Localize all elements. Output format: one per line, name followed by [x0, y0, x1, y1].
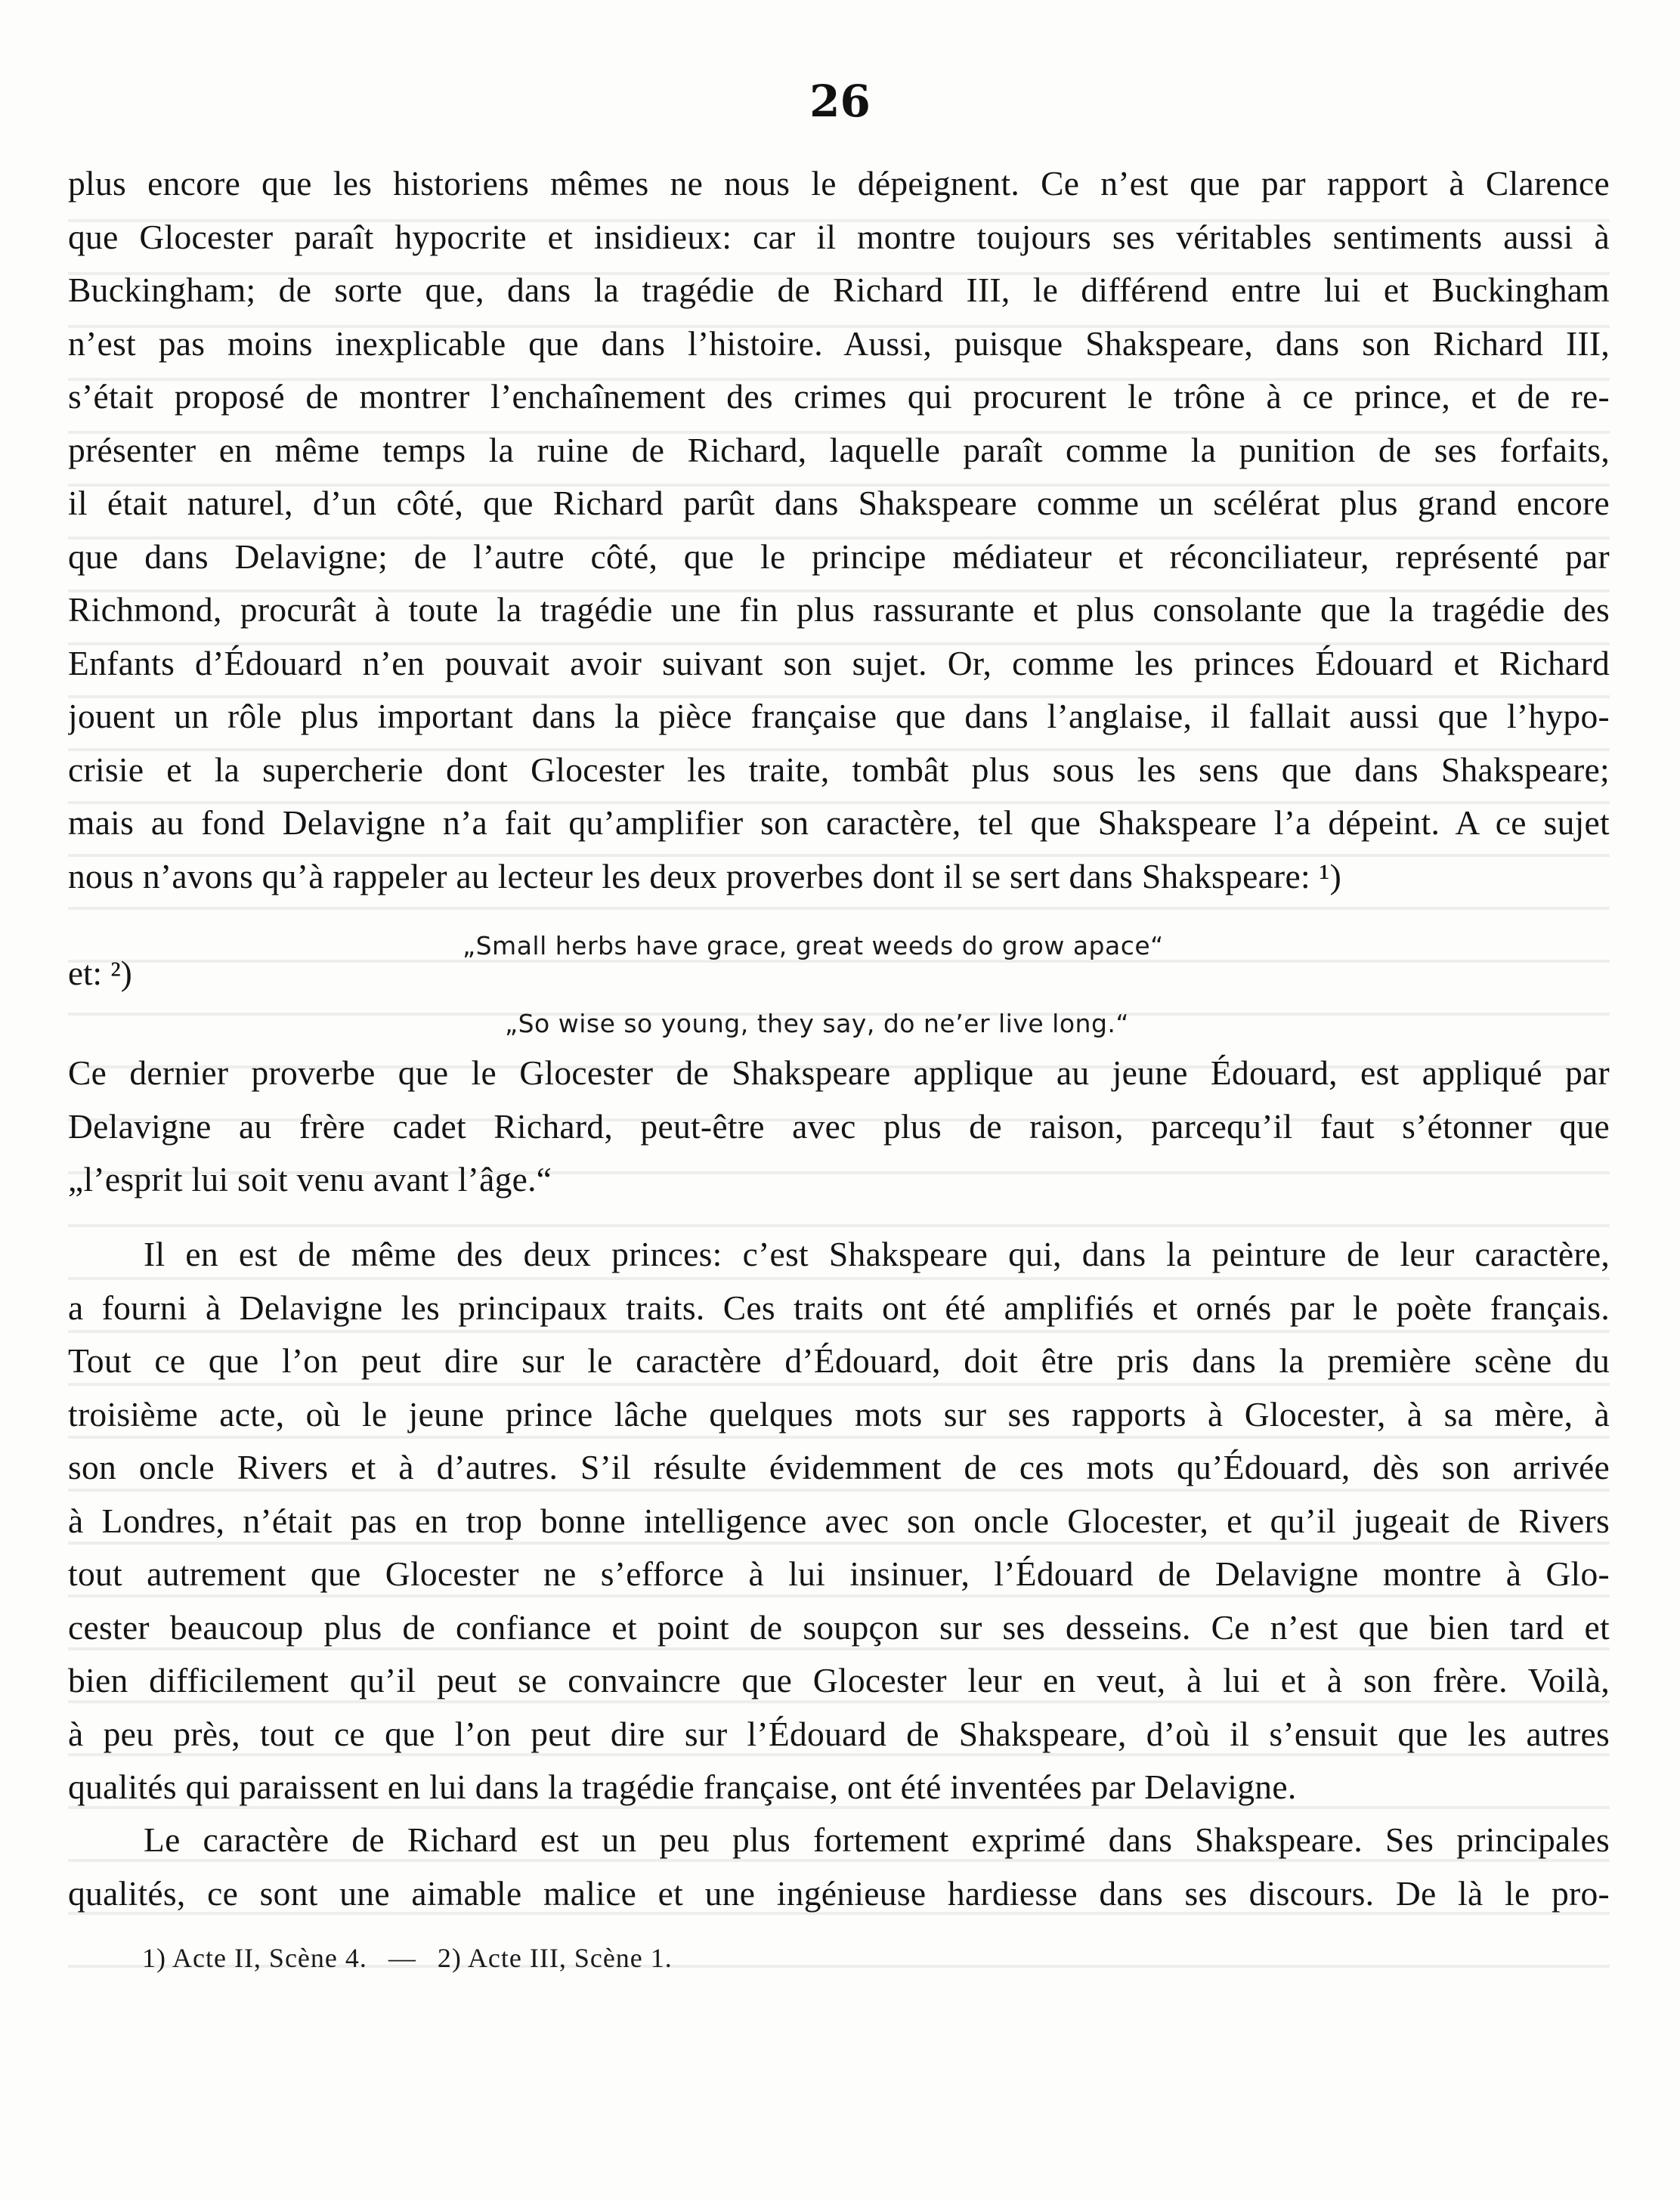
et-label: et: ²)	[68, 954, 132, 992]
para4-line: Le caractère de Richard est un peu plus fortement exprimé dans Shakspeare. Ses principales	[144, 1820, 1610, 1859]
para1-line: jouent un rôle plus important dans la pièce française que dans l’anglaise, il fallait aussi que l’hypo-	[68, 697, 1610, 735]
para3-line: Tout ce que l’on peut dire sur le caractère d’Édouard, doit être pris dans la première scène du	[68, 1341, 1610, 1380]
para1-line: que Glocester paraît hypocrite et insidieux: car il montre toujours ses véritables sentiments aussi à	[68, 217, 1610, 256]
para3-line: à Londres, n’était pas en trop bonne intelligence avec son oncle Glocester, et qu’il jugeait de Rivers	[68, 1501, 1610, 1540]
para1-line: s’était proposé de montrer l’enchaînement des crimes qui procurent le trône à ce prince, et de re-	[68, 377, 1610, 416]
footnote-2: 2) Acte III, Scène 1.	[437, 1943, 673, 1973]
para2-line: Delavigne au frère cadet Richard, peut-être avec plus de raison, parcequ’il faut s’étonner que	[68, 1106, 1610, 1146]
quote-proverb-1: „Small herbs have grace, great weeds do grow apace“	[463, 931, 1164, 960]
para1-line: Richmond, procurât à toute la tragédie une fin plus rassurante et plus consolante que la tragédie des	[68, 590, 1610, 629]
para4-line: qualités, ce sont une aimable malice et une ingénieuse hardiesse dans ses discours. De là le pro-	[68, 1873, 1610, 1913]
para1-line: mais au fond Delavigne n’a fait qu’amplifier son caractère, tel que Shakspeare l’a dépeint. A ce sujet	[68, 803, 1610, 842]
para3-line: qualités qui paraissent en lui dans la tragédie française, ont été inventées par Delavigne.	[68, 1768, 1297, 1806]
page-number: 26	[809, 76, 871, 127]
para1-line: Buckingham; de sorte que, dans la tragédie de Richard III, le différend entre lui et Buckingham	[68, 271, 1610, 309]
footnote-separator: —	[388, 1943, 416, 1973]
para2-line: Ce dernier proverbe que le Glocester de Shakspeare applique au jeune Édouard, est appliqué par	[68, 1053, 1610, 1092]
para1-line: crisie et la supercherie dont Glocester les traite, tombât plus sous les sens que dans Shakspeare;	[68, 750, 1610, 789]
para1-line: que dans Delavigne; de l’autre côté, que le principe médiateur et réconciliateur, représenté par	[68, 537, 1610, 576]
para3-line: son oncle Rivers et à d’autres. S’il résulte évidemment de ces mots qu’Édouard, dès son arrivée	[68, 1448, 1610, 1486]
para1-line: nous n’avons qu’à rappeler au lecteur les deux proverbes dont il se sert dans Shakspeare: ¹)	[68, 856, 1342, 895]
para1-line: n’est pas moins inexplicable que dans l’histoire. Aussi, puisque Shakspeare, dans son Richard III,	[68, 323, 1610, 363]
para3-line: Il en est de même des deux princes: c’est Shakspeare qui, dans la peinture de leur caractère,	[144, 1235, 1610, 1273]
paragraph-3	[68, 1228, 1610, 1814]
paragraph-4	[68, 1814, 1610, 1920]
quote-proverb-2: „So wise so young, they say, do ne’er live long.“	[505, 1009, 1129, 1038]
para1-line: présenter en même temps la ruine de Richard, laquelle paraît comme la punition de ses forfaits,	[68, 430, 1610, 469]
footnote-1: 1) Acte II, Scène 4.	[142, 1943, 367, 1973]
para3-line: tout autrement que Glocester ne s’efforce à lui insinuer, l’Édouard de Delavigne montre à Glo-	[68, 1554, 1610, 1593]
para3-line: cester beaucoup plus de confiance et point de soupçon sur ses desseins. Ce n’est que bien tard et	[68, 1607, 1610, 1647]
footnotes	[142, 1942, 686, 1974]
para3-line: bien difficilement qu’il peut se convaincre que Glocester leur en veut, à lui et à son frère. Voilà,	[68, 1661, 1610, 1700]
para3-line: à peu près, tout ce que l’on peut dire sur l’Édouard de Shakspeare, d’où il s’ensuit que les autres	[68, 1714, 1610, 1753]
para3-line: a fourni à Delavigne les principaux traits. Ces traits ont été amplifiés et ornés par le poète français.	[68, 1288, 1610, 1327]
para3-line: troisième acte, où le jeune prince lâche quelques mots sur ses rapports à Glocester, à sa mère, à	[68, 1394, 1610, 1434]
para1-line: il était naturel, d’un côté, que Richard parût dans Shakspeare comme un scélérat plus grand encore	[68, 484, 1610, 522]
paragraph-1	[68, 157, 1610, 903]
para2-line: „l’esprit lui soit venu avant l’âge.“	[68, 1160, 552, 1198]
paragraph-2	[68, 1047, 1610, 1207]
para1-line: Enfants d’Édouard n’en pouvait avoir suivant son sujet. Or, comme les princes Édouard et Richard	[68, 643, 1610, 682]
para1-line: plus encore que les historiens mêmes ne nous le dépeignent. Ce n’est que par rapport à Clarence	[68, 164, 1610, 203]
